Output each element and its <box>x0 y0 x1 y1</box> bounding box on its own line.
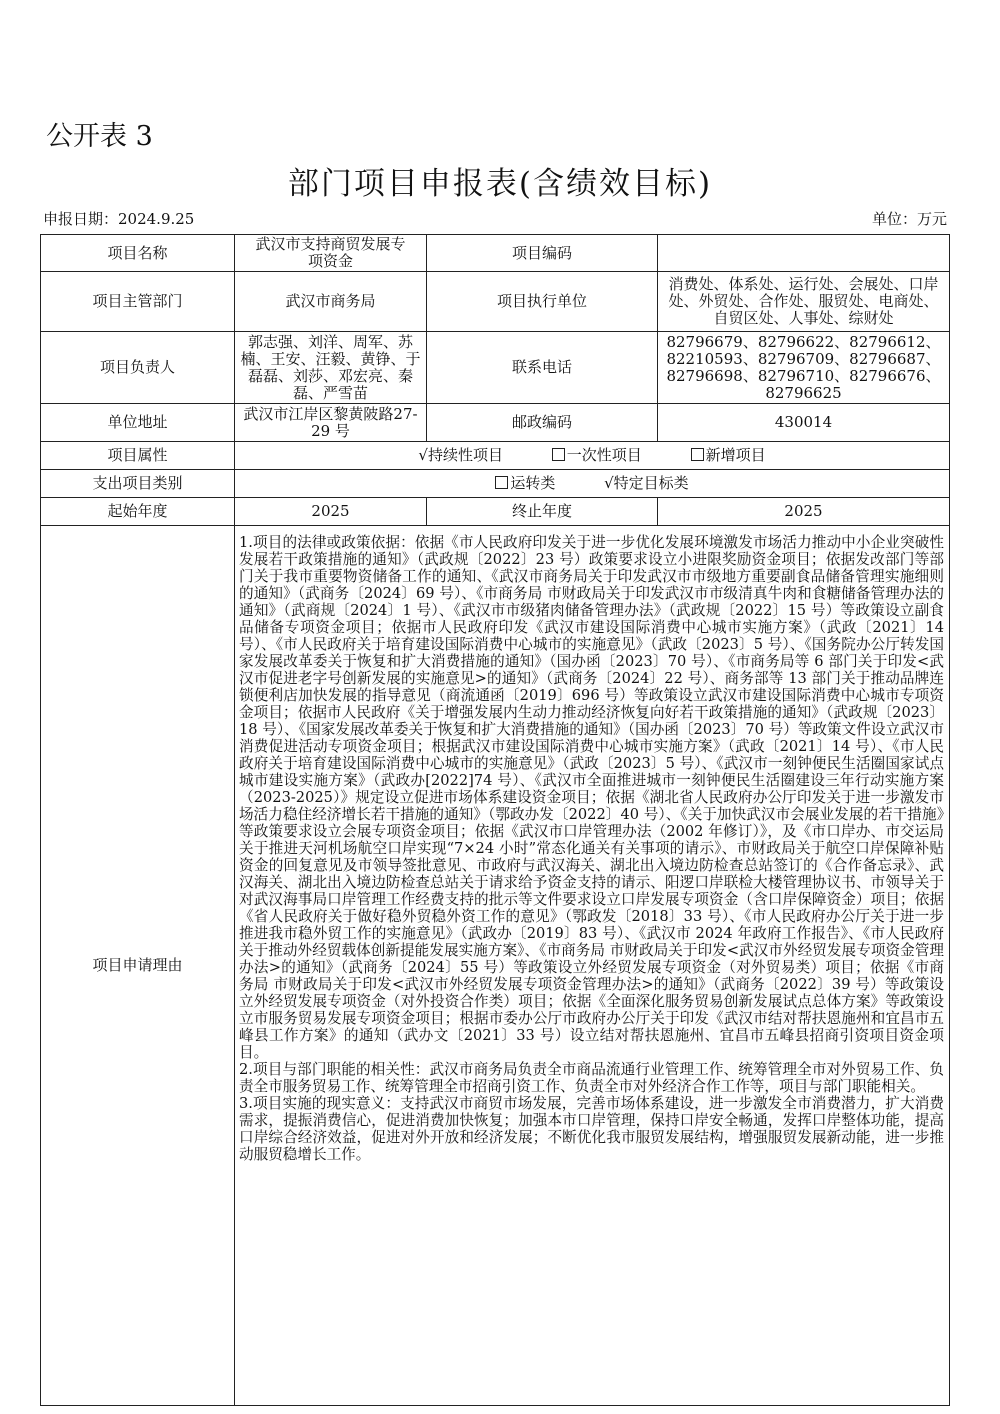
start-year-value: 2025 <box>235 498 427 526</box>
address-value: 武汉市江岸区黎黄陂路27-29 号 <box>235 404 427 442</box>
checkbox-icon <box>495 476 508 489</box>
attr-option-new <box>691 446 766 464</box>
postcode-label: 邮政编码 <box>427 404 658 442</box>
attr-option-onetime <box>552 446 642 464</box>
exec-unit-label: 项目执行单位 <box>427 272 658 332</box>
checkbox-icon <box>552 448 565 461</box>
leader-label: 项目负责人 <box>41 332 235 404</box>
postcode-value: 430014 <box>658 404 950 442</box>
cat-option-specific: √特定目标类 <box>604 474 689 492</box>
category-options <box>235 470 950 498</box>
dept-label: 项目主管部门 <box>41 272 235 332</box>
exec-unit-value: 消费处、体系处、运行处、会展处、口岸处、外贸处、合作处、服贸处、电商处、自贸区处、人事处、综财处 <box>658 272 950 332</box>
reason-paragraph-2: 2.项目与部门职能的相关性：武汉市商务局负责全市商品流通行业管理工作、统筹管理全市对外贸易工作、负责全市服务贸易工作、统筹管理全市招商引资工作、负责全市对外经济合作工作等，项目与部门职能相关。 <box>239 1061 944 1095</box>
project-name-value: 武汉市支持商贸发展专项资金 <box>235 235 427 272</box>
reason-paragraph-3: 3.项目实施的现实意义：支持武汉市商贸市场发展，完善市场体系建设，进一步激发全市消费潜力，扩大消费需求，提振消费信心，促进消费加快恢复；加强本市口岸管理，保持口岸安全畅通，发挥口岸整体功能，提高口岸综合经济效益，促进对外开放和经济发展；不断优化我市服贸发展结构，增强服贸发展新动能，进一步推动服贸稳增长工作。 <box>239 1095 944 1163</box>
attr-option-continuous: √持续性项目 <box>418 446 503 464</box>
start-year-label: 起始年度 <box>41 498 235 526</box>
cat-option-operation <box>495 474 555 492</box>
report-date: 申报日期：2024.9.25 <box>43 210 195 228</box>
attr-options <box>235 442 950 470</box>
attr-label: 项目属性 <box>41 442 235 470</box>
checkbox-icon <box>691 448 704 461</box>
reason-content <box>235 526 950 1406</box>
phone-label: 联系电话 <box>427 332 658 404</box>
end-year-label: 终止年度 <box>427 498 658 526</box>
reason-label: 项目申请理由 <box>41 526 235 1406</box>
category-label: 支出项目类别 <box>41 470 235 498</box>
project-code-label: 项目编码 <box>427 235 658 272</box>
project-form-table <box>40 234 950 1406</box>
project-name-label: 项目名称 <box>41 235 235 272</box>
attr-option-onetime-label: 一次性项目 <box>566 446 642 464</box>
dept-value: 武汉市商务局 <box>235 272 427 332</box>
address-label: 单位地址 <box>41 404 235 442</box>
attr-option-new-label: 新增项目 <box>705 446 766 464</box>
reason-paragraph-1: 1.项目的法律或政策依据：依据《市人民政府印发关于进一步优化发展环境激发市场活力推动中小企业突破性发展若干政策措施的通知》（武政规〔2022〕23 号）政策要求设立小进限奖励资金项目；依据发改部门等部门关于我市重要物资储备工作的通知、《武汉市商务局关于印发武汉市市级地方重要副食品储备管理实施细则的通知》（武商务〔2024〕69 号）、《市商务局 市财政局关于印发武汉市市级清真牛肉和食糖储备管理办法的通知》（武商规〔2024〕1 号）、《武汉市市级猪肉储备管理办法》（武政规〔2022〕15 号）等政策设立副食品储备专项资金项目；依据市人民政府印发《武汉市建设国际消费中心城市实施方案》（武政〔2021〕14 号）、《市人民政府关于培育建设国际消费中心城市的实施意见》（武政〔2023〕5 号）、《国务院办公厅转发国家发展改革委关于恢复和扩大消费措施的通知》（国办函〔2023〕70 号）、《市商务局等 6 部门关于印发<武汉市促进老字号创新发展的实施意见>的通知》（武商务〔2024〕22 号）、商务部等 13 部门关于推动品牌连锁便利店加快发展的指导意见（商流通函〔2019〕696 号）等政策设立武汉市建设国际消费中心城市专项资金项目；依据市人民政府《关于增强发展内生动力推动经济恢复向好若干政策措施的通知》（武政规〔2023〕18 号）、《国家发展改革委关于恢复和扩大消费措施的通知》（国办函〔2023〕70 号）等政策文件设立武汉市消费促进活动专项资金项目；根据武汉市建设国际消费中心城市实施方案》（武政〔2021〕14 号）、《市人民政府关于培育建设国际消费中心城市的实施意见》（武政〔2023〕5 号）、《武汉市一刻钟便民生活圈国家试点城市建设实施方案》（武政办[2022]74 号）、《武汉市全面推进城市一刻钟便民生活圈建设三年行动实施方案（2023-2025）》规定设立促进市场体系建设资金项目；依据《湖北省人民政府办公厅印发关于进一步激发市场活力稳住经济增长若干措施的通知》（鄂政办发〔2022〕40 号）、《关于加快武汉市会展业发展的若干措施》等政策要求设立会展专项资金项目；依据《武汉市口岸管理办法（2002 年修订）》，及《市口岸办、市交运局关于推进天河机场航空口岸实现“7×24 小时”常态化通关有关事项的请示》、市财政局关于航空口岸保障补贴资金的回复意见及市领导签批意见、市政府与武汉海关、湖北出入境边防检查总站签订的《合作备忘录》、武汉海关、湖北出入境边防检查总站关于请求给予资金支持的请示、阳逻口岸联检大楼管理协议书、市领导关于对武汉海事局口岸管理工作经费支持的批示等文件要求设立口岸发展专项资金（含口岸保障资金）项目；依据《省人民政府关于做好稳外贸稳外资工作的意见》（鄂政发〔2018〕33 号）、《市人民政府办公厅关于进一步推进我市稳外贸工作的实施意见》（武政办〔2019〕83 号）、《武汉市 2024 年政府工作报告》、《市人民政府关于推动外经贸载体创新提能发展实施方案》、《市商务局 市财政局关于印发<武汉市外经贸发展专项资金管理办法>的通知》（武商务〔2024〕55 号）等政策设立外经贸发展专项资金（对外贸易类）项目；依据《市商务局 市财政局关于印发<武汉市外经贸发展专项资金管理办法>的通知》（武商务〔2022〕39 号）等政策设立外经贸发展专项资金（对外投资合作类）项目；依据《全面深化服务贸易创新发展试点总体方案》等政策设立市服务贸易发展专项资金项目；根据市委办公厅市政府办公厅关于印发《武汉市结对帮扶恩施州和宜昌市五峰县工作方案》的通知（武办文〔2021〕33 号）设立结对帮扶恩施州、宜昌市五峰县招商引资项目资金项目。 <box>239 534 944 1061</box>
project-code-value <box>658 235 950 272</box>
document-label: 公开表 3 <box>46 121 153 152</box>
leader-value: 郭志强、刘洋、周军、苏楠、王安、汪毅、黄铮、于磊磊、刘莎、邓宏亮、秦磊、严雪苗 <box>235 332 427 404</box>
document-title: 部门项目申报表(含绩效目标) <box>287 166 713 202</box>
end-year-value: 2025 <box>658 498 950 526</box>
cat-option-operation-label: 运转类 <box>510 474 556 492</box>
phone-value: 82796679、82796622、82796612、82210593、82796709、82796687、82796698、82796710、82796676、82796625 <box>658 332 950 404</box>
unit-label: 单位：万元 <box>871 210 947 228</box>
